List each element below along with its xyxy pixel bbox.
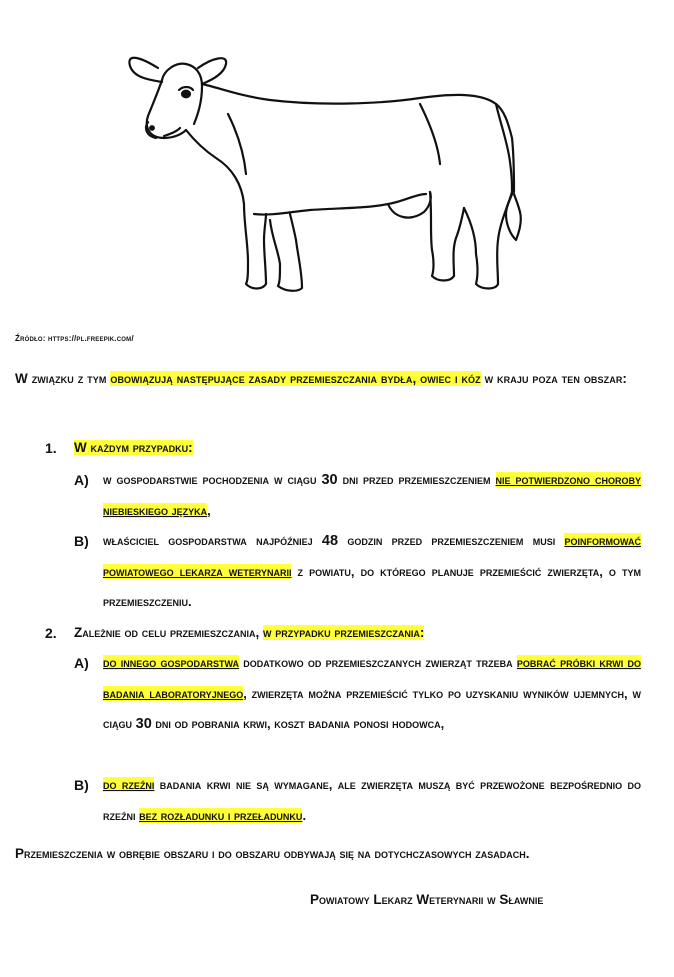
list-label-2-colon: :	[419, 625, 425, 640]
sub-text-1b-number: 48	[321, 533, 339, 549]
sub-text-2a-part: , zwierzęta można przemieścić tylko po uzyskaniu wyników ujemnych, w ciągu	[103, 685, 641, 731]
sub-text-2b-part: .	[302, 807, 307, 823]
sub-text-1a-part: dni przed przemieszczeniem	[337, 472, 496, 487]
sub-text-1b-part: godzin przed przemieszczeniem musi	[338, 533, 565, 548]
list-label-2-part: Zależnie od celu przemieszczania,	[74, 625, 263, 640]
sub-text-1b-part: właściciel gospodarstwa najpóźniej	[103, 533, 322, 548]
list-number-1: 1.	[45, 440, 57, 456]
sub-text-2a-highlight: do innego gospodarstwa	[103, 655, 240, 670]
list-label-1-highlight: W każdym przypadku:	[74, 440, 193, 455]
closing-paragraph: Przemieszczenia w obrębie obszaru i do obszaru odbywają się na dotychczasowych zasadach.	[15, 846, 530, 861]
sub-text-2b	[103, 770, 641, 831]
sub-text-1b-highlight: poinformować powiatowego lekarza weterynarii	[103, 533, 641, 579]
intro-text-1: W związku z tym	[15, 371, 111, 386]
sub-letter-1a: A)	[74, 472, 89, 488]
sub-text-2a-part: dni od pobrania krwi, koszt badania ponosi hodowca,	[151, 716, 445, 731]
sub-letter-1b: B)	[74, 533, 89, 549]
intro-paragraph	[15, 364, 645, 394]
intro-highlight: obowiązują następujące zasady przemieszczania bydła, owiec i kóz	[110, 371, 481, 386]
sub-text-1a-part: w gospodarstwie pochodzenia w ciągu	[103, 472, 322, 487]
sub-text-2a-highlight: pobrać próbki krwi do badania laboratoryjnego	[103, 655, 642, 701]
sub-text-1a	[103, 465, 641, 526]
sub-text-1a-highlight: nie potwierdzono choroby niebieskiego języka	[103, 472, 642, 518]
list-number-2: 2.	[45, 625, 57, 641]
sub-text-2a-number: 30	[135, 716, 152, 732]
sub-text-2a-part: dodatkowo od przemieszczanych zwierząt trzeba	[239, 655, 517, 670]
signature: Powiatowy Lekarz Weterynarii w Sławnie	[310, 892, 544, 907]
list-label-2	[74, 625, 424, 640]
sub-text-2b-highlight: bez rozładunku i przeładunku	[139, 807, 303, 823]
sub-text-1b	[103, 526, 641, 618]
sub-text-1a-part: ,	[207, 502, 211, 518]
list-label-1	[74, 440, 193, 455]
sub-letter-2b: B)	[74, 777, 89, 793]
sub-text-2b-highlight: do rzeźni	[103, 777, 155, 792]
sub-letter-2a: A)	[74, 655, 89, 671]
intro-text-2: w kraju poza ten obszar:	[480, 371, 628, 386]
sub-text-1b-part: z powiatu, do którego planuje przemieścić zwierzęta, o tym przemieszczeniu.	[103, 563, 641, 609]
sub-text-2a	[103, 648, 641, 740]
image-source-caption: Źródło: https://pl.freepik.com/	[15, 334, 134, 343]
cow-illustration-icon	[120, 44, 540, 300]
sub-text-2b-part: badania krwi nie są wymagane, ale zwierzęta muszą być przewożone bezpośrednio do rzeźni	[103, 777, 641, 823]
sub-text-1a-number: 30	[321, 472, 338, 488]
list-label-2-highlight: w przypadku przemieszczania	[263, 625, 420, 640]
